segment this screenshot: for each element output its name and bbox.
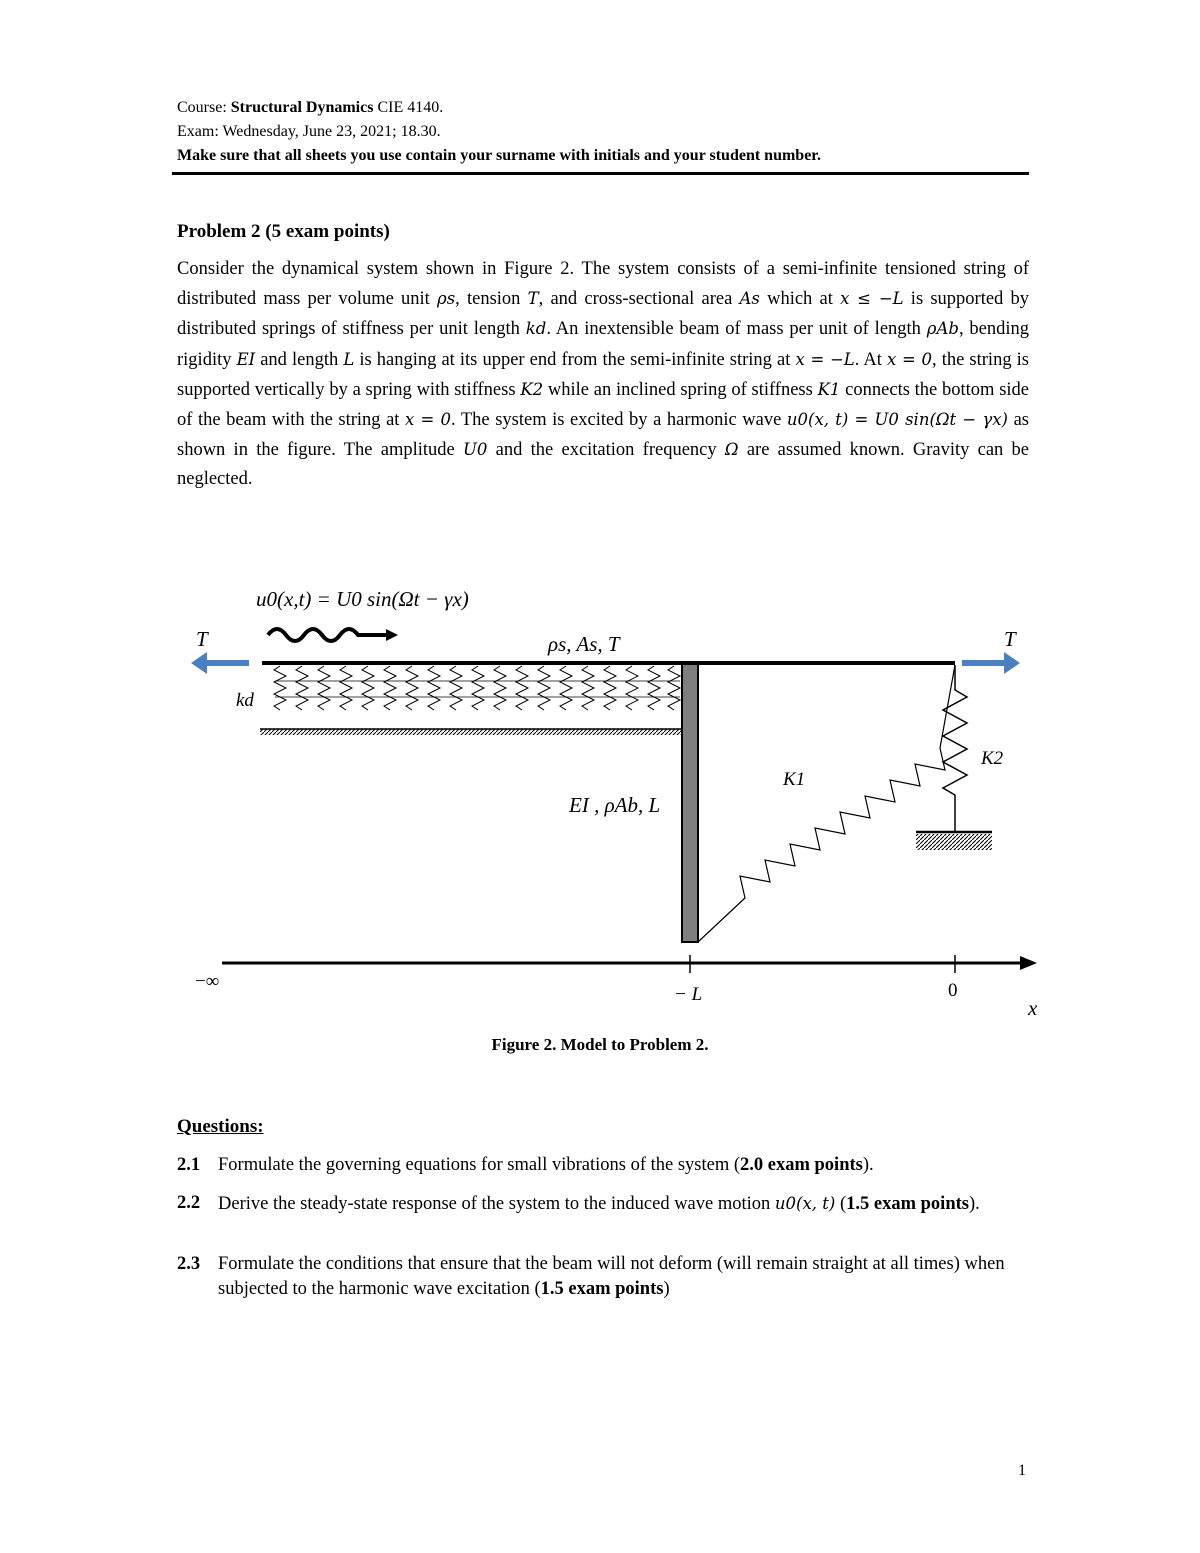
- tension-right-arrow-icon: [962, 652, 1020, 674]
- spring-k1: [698, 665, 955, 942]
- wave-arrow-icon: [386, 629, 398, 641]
- minus-L-label: − L: [674, 984, 703, 1005]
- beam: [682, 664, 698, 942]
- question-2-1: 2.1 Formulate the governing equations for small vibrations of the system (2.0 exam points).: [177, 1155, 874, 1175]
- ground-hatch: [260, 729, 684, 735]
- wave-label: u0(x,t) = U0 sin(Ωt − γx): [256, 587, 469, 611]
- zero-label: 0: [948, 980, 958, 1001]
- course-name: Structural Dynamics: [230, 99, 374, 116]
- k2-ground-hatch: [916, 834, 992, 850]
- course-line: Course: Structural Dynamics CIE 4140.: [177, 99, 444, 116]
- distributed-springs: [274, 666, 680, 710]
- minus-infinity-label: −∞: [195, 971, 220, 992]
- wave-squiggle: [268, 629, 388, 641]
- problem-statement: Consider the dynamical system shown in Figure 2. The system consists of a semi-infinite tensioned string of distributed mass per volume unit ρs, tension T, and cross-sectional area As which at x ≤ −L is supported by distributed springs of stiffness per unit length kd. An inextensible beam of mass per unit of length ρAb, bending rigidity EI and length L is hanging at its upper end from the semi-infinite string at x = −L. At x = 0, the string is supported vertically by a spring with stiffness K2 while an inclined spring of stiffness K1 connects the bottom side of the beam with the string at x = 0. The system is excited by a harmonic wave u0(x, t) = U0 sin(Ωt − γx) as shown in the figure. The amplitude U0 and the excitation frequency Ω are assumed known. Gravity can be neglected.: [177, 259, 1029, 490]
- page-number: 1: [1018, 1462, 1026, 1479]
- kd-label: kd: [236, 690, 254, 711]
- exam-line: Exam: Wednesday, June 23, 2021; 18.30.: [177, 123, 441, 140]
- tension-left-label: T: [196, 627, 208, 651]
- figure-model-diagram: [0, 560, 1200, 1030]
- question-2-3: 2.3 Formulate the conditions that ensure that the beam will not deform (will remain straight at all times) when subjected to the harmonic wave excitation (1.5 exam points): [177, 1254, 1005, 1299]
- string-props-label: ρs, As, T: [548, 632, 620, 656]
- header-rule: [172, 172, 1029, 175]
- tension-left-arrow-icon: [191, 652, 249, 674]
- question-2-2: 2.2 Derive the steady-state response of the system to the induced wave motion u0(x, t) (1.5 exam points).: [177, 1193, 980, 1214]
- beam-props-label: EI , ρAb, L: [569, 793, 661, 817]
- k2-label: K2: [981, 748, 1004, 769]
- tension-right-label: T: [1004, 627, 1016, 651]
- figure-caption: Figure 2. Model to Problem 2.: [491, 1035, 709, 1054]
- k1-label: K1: [783, 769, 806, 790]
- x-axis-arrow-icon: [1020, 956, 1037, 970]
- x-axis-label: x: [1028, 996, 1038, 1020]
- problem-title: Problem 2 (5 exam points): [177, 221, 390, 242]
- notice-line: Make sure that all sheets you use contain your surname with initials and your student number.: [177, 147, 821, 164]
- questions-title: Questions:: [177, 1116, 264, 1137]
- spring-k2: [943, 665, 967, 832]
